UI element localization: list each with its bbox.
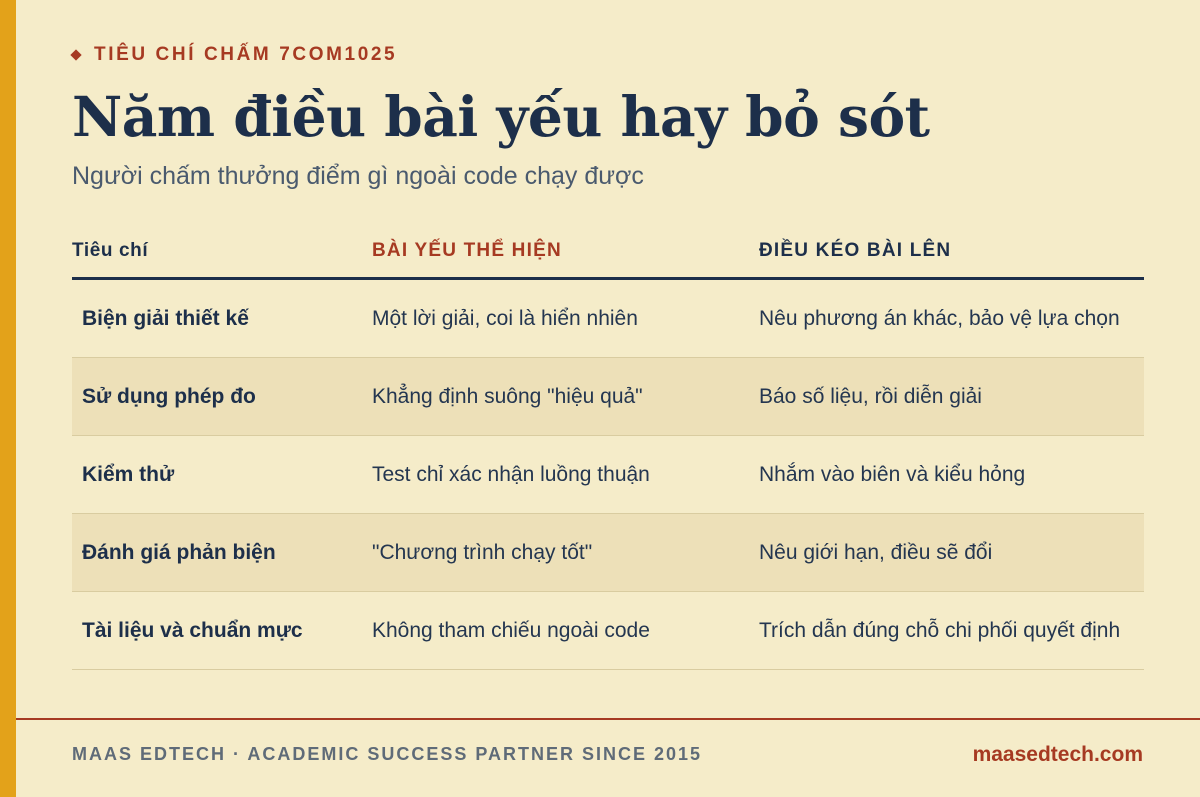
table-row [72,514,1144,592]
page-title: Năm điều bài yếu hay bỏ sót [72,84,930,149]
page-subtitle: Người chấm thưởng điểm gì ngoài code chạy được [72,162,644,190]
strong-cell: Nêu phương án khác, bảo vệ lựa chọn [759,306,1120,330]
header-what-lifts: ĐIỀU KÉO BÀI LÊN [759,239,952,261]
strong-cell: Nhắm vào biên và kiểu hỏng [759,462,1026,486]
weak-cell: Không tham chiếu ngoài code [372,618,650,642]
diamond-icon [70,49,81,60]
eyebrow-label [72,44,397,66]
header-criteria: Tiêu chí [72,239,149,261]
criteria-cell: Kiểm thử [82,462,175,486]
left-accent-bar [0,0,16,797]
header-weak-shows: BÀI YẾU THỂ HIỆN [372,239,562,261]
strong-cell: Trích dẫn đúng chỗ chi phối quyết định [759,618,1121,642]
footer-tagline: MAAS EDTECH · ACADEMIC SUCCESS PARTNER SINCE 2015 [72,744,703,764]
weak-cell: Test chỉ xác nhận luồng thuận [372,462,650,486]
criteria-table [72,224,1144,670]
weak-cell: "Chương trình chạy tốt" [372,540,593,564]
eyebrow-text: TIÊU CHÍ CHẤM 7COM1025 [94,44,398,65]
strong-cell: Nêu giới hạn, điều sẽ đổi [759,540,993,564]
weak-cell: Khẳng định suông "hiệu quả" [372,384,643,408]
table-row [72,436,1144,514]
weak-cell: Một lời giải, coi là hiển nhiên [372,306,638,330]
table-row [72,280,1144,358]
footer-divider [16,718,1200,720]
table-row [72,592,1144,670]
criteria-cell: Sử dụng phép đo [82,384,256,408]
criteria-cell: Tài liệu và chuẩn mực [82,618,303,642]
table-header [72,224,1144,280]
criteria-cell: Biện giải thiết kế [82,306,249,330]
criteria-cell: Đánh giá phản biện [82,540,276,564]
table-row [72,358,1144,436]
footer-website-link[interactable]: maasedtech.com [972,743,1143,766]
strong-cell: Báo số liệu, rồi diễn giải [759,384,982,408]
